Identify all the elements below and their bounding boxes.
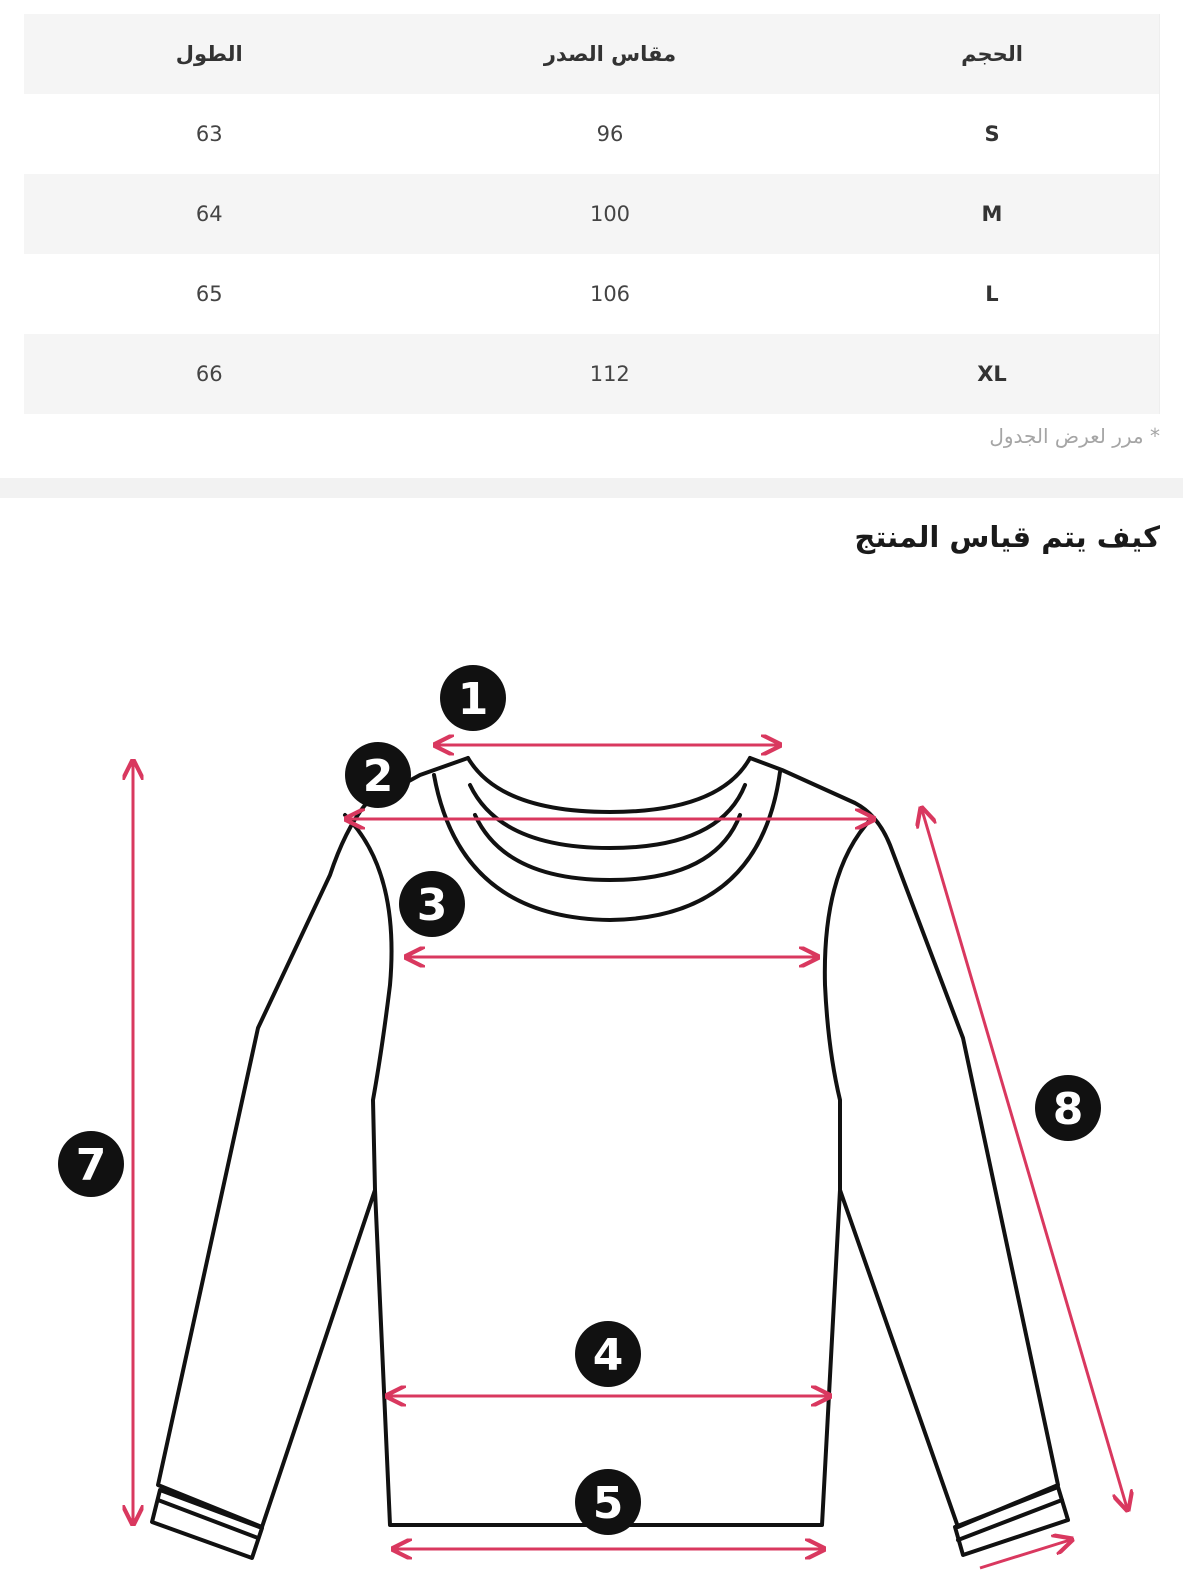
marker-5 bbox=[575, 1469, 641, 1535]
length-cell: 63 bbox=[195, 122, 223, 146]
marker-8-label: 8 bbox=[1052, 1084, 1084, 1135]
chest-cell: 96 bbox=[596, 122, 624, 146]
marker-1-label: 1 bbox=[457, 674, 489, 725]
measurement-diagram bbox=[0, 600, 1200, 1591]
sweatshirt-outline bbox=[152, 758, 1068, 1558]
size-cell: L bbox=[985, 282, 999, 306]
sweatshirt-body-outline bbox=[158, 758, 1058, 1527]
length-cell: 65 bbox=[195, 282, 223, 306]
section-divider bbox=[0, 478, 1183, 498]
marker-8 bbox=[1035, 1075, 1101, 1141]
chest-cell: 106 bbox=[589, 282, 631, 306]
marker-1 bbox=[440, 665, 506, 731]
left-cuff bbox=[152, 1490, 262, 1558]
table-scroll-note: * مرر لعرض الجدول bbox=[989, 424, 1160, 448]
marker-7 bbox=[58, 1131, 124, 1197]
section-title: كيف يتم قياس المنتج bbox=[854, 520, 1160, 554]
size-table-container[interactable] bbox=[24, 14, 1160, 414]
marker-4 bbox=[575, 1321, 641, 1387]
chest-cell: 112 bbox=[589, 362, 630, 386]
header-size: الحجم bbox=[961, 42, 1023, 66]
size-cell: XL bbox=[977, 362, 1007, 386]
chest-cell: 100 bbox=[589, 202, 631, 226]
table-row bbox=[24, 174, 1160, 254]
size-cell: S bbox=[984, 122, 1000, 146]
length-cell: 66 bbox=[195, 362, 223, 386]
measure-line-8 bbox=[922, 810, 1127, 1508]
marker-2-label: 2 bbox=[362, 751, 394, 802]
size-table bbox=[24, 14, 1160, 414]
marker-3 bbox=[399, 871, 465, 937]
left-armhole-seam bbox=[345, 815, 392, 1190]
marker-4-label: 4 bbox=[592, 1330, 624, 1381]
header-length: الطول bbox=[175, 42, 243, 66]
marker-7-label: 7 bbox=[75, 1140, 107, 1191]
marker-3-label: 3 bbox=[416, 880, 448, 931]
marker-2 bbox=[345, 742, 411, 808]
length-cell: 64 bbox=[195, 202, 223, 226]
measurement-lines bbox=[133, 745, 1127, 1568]
collar-outer bbox=[468, 758, 750, 812]
table-row bbox=[24, 94, 1160, 174]
header-chest: مقاس الصدر bbox=[543, 42, 677, 66]
marker-5-label: 5 bbox=[592, 1478, 624, 1529]
table-header-row bbox=[24, 14, 1160, 94]
table-row bbox=[24, 334, 1160, 414]
table-row bbox=[24, 254, 1160, 334]
size-cell: M bbox=[981, 202, 1003, 226]
right-armhole-seam bbox=[825, 818, 872, 1190]
